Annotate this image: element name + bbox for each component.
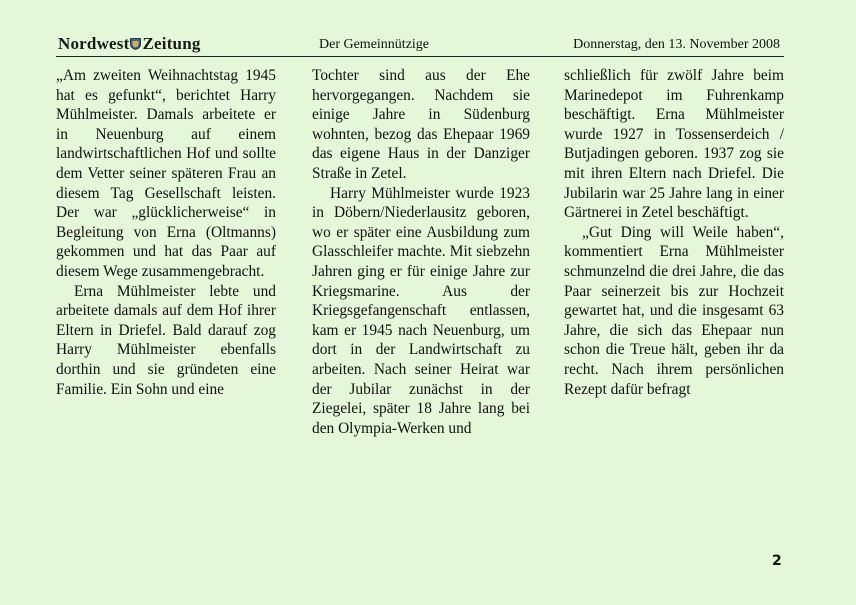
page-number: 2: [772, 553, 782, 569]
article-paragraph: „Gut Ding will Weile haben“, kommentiert Erna Mühlmeister schmunzelnd die drei Jahre, die das Paar seinerzeit bis zur Hochzeit gewartet hat, und die insgesamt 63 Jahre, die sich das Ehepaar nun schon die Treue hält, geben ihr da recht. Nach ihrem persönlichen Rezept dafür befragt: [564, 223, 784, 398]
issue-date: Donnerstag, den 13. November 2008: [573, 37, 780, 52]
article-column-1: [56, 66, 276, 399]
coat-of-arms-icon: [130, 35, 141, 47]
article-paragraph: Harry Mühlmeister wurde 1923 in Döbern/Niederlausitz geboren, wo er später eine Ausbildung zum Glasschleifer machte. Mit siebzehn Jahren ging er für einige Jahre zur Kriegsmarine. Aus der Kriegsgefangenschaft entlassen, kam er 1945 nach Neuenburg, um dort in der Landwirtschaft zu arbeiten. Nach seiner Heirat war der Jubilar zunächst in der Ziegelei, später 18 Jahre lang bei den Olympia-Werken und: [312, 184, 530, 437]
article-paragraph: Tochter sind aus der Ehe hervorgegangen. Nachdem sie einige Jahre in Südenburg wohnten, bezog das Ehepaar 1969 das eigene Haus in der Danziger Straße in Zetel.: [312, 67, 530, 182]
article-column-2: [312, 66, 530, 438]
article-paragraph: schließlich für zwölf Jahre beim Marinedepot im Fuhrenkamp beschäftigt. Erna Mühlmeister wurde 1927 in Tossenserdeich / Butjadingen geboren. 1937 zog sie mit ihren Eltern nach Driefel. Die Jubilarin war 25 Jahre lang in einer Gärtnerei in Zetel beschäftigt.: [564, 67, 784, 222]
newspaper-logo: [58, 34, 201, 54]
section-title: Der Gemeinnützige: [319, 37, 430, 52]
article-column-3: [564, 66, 784, 399]
page-header: [56, 34, 784, 57]
logo-text-left: Nordwest: [58, 34, 130, 53]
logo-text-right: Zeitung: [142, 34, 201, 53]
article-paragraph: „Am zweiten Weihnachtstag 1945 hat es gefunkt“, berichtet Harry Mühlmeister. Damals arbeitete er in Neuenburg auf einem landwirtschaftlichen Hof und sollte dem Vetter seiner späteren Frau an diesem Tag Gesellschaft leisten. Der war „glücklicherweise“ in Begleitung von Erna (Oltmanns) gekommen und hat das Paar auf diesem Wege zusammengebracht.: [56, 67, 276, 280]
article-paragraph: Erna Mühlmeister lebte und arbeitete damals auf dem Hof ihrer Eltern in Driefel. Bald darauf zog Harry Mühlmeister ebenfalls dorthin und sie gründeten eine Familie. Ein Sohn und eine: [56, 282, 276, 398]
